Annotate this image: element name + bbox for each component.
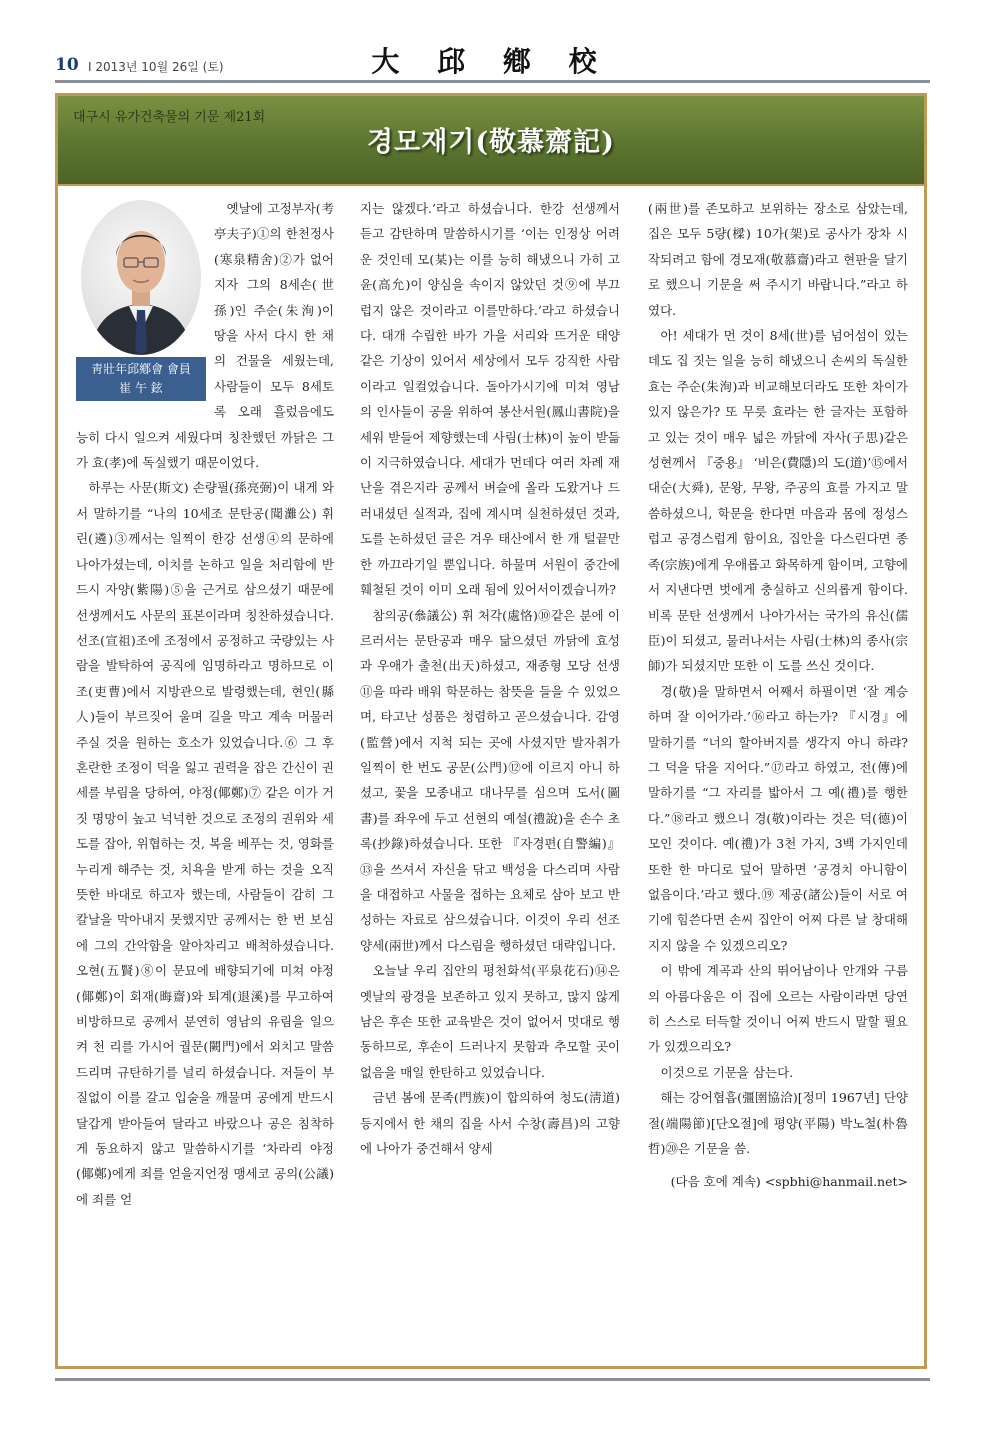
paragraph: 경(敬)을 말하면서 어째서 하필이면 ‘잘 계승하며 잘 이어가라.’⑯라고 하는가? 『시경』에 말하기를 “너의 할아버지를 생각지 아니 하랴? 그 덕을 닦을 지어다.”⑰라고 하였고, 전(傳)에 말하기를 “그 자리를 밟아서 그 예(禮)를 행한다.”⑱라고 했으니 경(敬)이라는 것은 덕(德)이 모인 것이다. 예(禮)가 3천 가지, 3백 가지인데 또한 한 마디로 덮어 말하면 ‘공경치 아니함이 없음이다.’라고 했다.⑲ 제공(諸公)들이 서로 여기에 힘쓴다면 손씨 집안이 어찌 다른 날 창대해지지 않을 수 있겠으리오? <box>648 683 908 953</box>
paragraph: 옛날에 고정부자(考亭夫子)①의 한천정사(寒泉精舍)②가 없어지자 그의 8세손(世孫)인 주순(朱洵)이 땅을 사서 다시 한 채의 건물을 세웠는데, 사람들이 모두 8세토록 오래 흘렀음에도 능히 다시 일으켜 세웠다며 칭찬했던 까닭은 그가 효(孝)에 독실했기 때문이었다. <box>76 201 334 471</box>
column-3 <box>648 196 908 1195</box>
column-1 <box>76 196 334 1212</box>
article-frame <box>55 93 927 1369</box>
author-portrait-icon <box>81 200 201 355</box>
paragraph: 이것으로 기문을 삼는다. <box>660 1064 794 1080</box>
paragraph: (兩世)를 존모하고 보위하는 장소로 삼았는데, 집은 모두 5량(樑) 10가(架)로 공사가 장차 시작되려고 함에 경모재(敬慕齋)라고 현판을 달기로 했으니 기문을 써 주시기 바랍니다.”라고 하였다. <box>648 201 908 318</box>
publication-title: 大 邱 鄕 校 <box>371 45 611 78</box>
paragraph: 아! 세대가 먼 것이 8세(世)를 넘어섬이 있는데도 집 짓는 일을 능히 해냈으니 손씨의 독실한 효는 주순(朱洵)과 비교해보더라도 또한 차이가 있지 않은가? 또 무릇 효라는 한 글자는 포함하고 있는 것이 매우 넓은 까닭에 자사(子思)같은 성현께서 『중용』 ‘비은(費隱)의 도(道)’⑮에서 대순(大舜), 문왕, 무왕, 주공의 효를 가지고 말씀하셨으니, 학문을 한다면 마음과 몸에 정성스럽고 공경스럽게 함이요, 집안을 다스린다면 종족(宗族)에게 우애롭고 화목하게 함이며, 고향에서 지낸다면 벗에게 충실하고 신의롭게 함이다. 비록 문탄 선생께서 나아가서는 국가의 유신(儒臣)이 되셨고, 물러나서는 사림(士林)의 종사(宗師)가 되셨지만 또한 이 도를 쓰신 것이다. <box>648 328 908 674</box>
header-rule <box>55 80 930 83</box>
author-photo-box <box>76 196 206 401</box>
paragraph: 오늘날 우리 집안의 평천화석(平泉花石)⑭은 옛날의 광경을 보존하고 있지 못하고, 많지 않게 남은 후손 또한 교육받은 것이 없어서 멋대로 행동하므로, 후손이 드러나지 못함과 추모할 곳이 없음을 매일 한탄하고 있었습니다. <box>360 963 620 1080</box>
article-banner <box>58 96 924 186</box>
author-affiliation: 靑壯年邱鄕會 會員 <box>91 362 191 376</box>
issue-date: I 2013년 10월 26일 (토) <box>88 60 224 74</box>
continued-note: (다음 호에 계속) <spbhi@hanmail.net> <box>670 1174 908 1190</box>
author-name: 崔 午 鉉 <box>119 381 163 395</box>
paragraph: 해는 강어협흡(彊圉協洽)[정미 1967년] 단양절(端陽節)[단오절]에 평양(平陽) 박노철(朴魯哲)⑳은 기문을 씀. <box>648 1090 908 1157</box>
series-label: 대구시 유가건축물의 기문 제21회 <box>73 110 266 125</box>
paragraph: 금년 봄에 문족(門族)이 합의하여 청도(淸道) 등지에서 한 채의 집을 사서 수창(壽昌)의 고향에 나아가 중건해서 양세 <box>360 1090 620 1157</box>
paragraph: 참의공(叅議公) 휘 처각(處恪)⑩같은 분에 이르러서는 문탄공과 매우 닮으셨던 까닭에 효성과 우애가 출천(出天)하셨고, 재종형 모당 선생⑪을 따라 배워 학문하는 참뜻을 들을 수 있었으며, 타고난 성품은 청렴하고 곧으셨습니다. 감영(監營)에서 지척 되는 곳에 사셨지만 발자취가 일찍이 한 번도 공문(公門)⑫에 이르지 아니 하셨고, 꽃을 모종내고 대나무를 심으며 도서(圖書)를 좌우에 두고 선현의 예설(禮說)을 손수 초록(抄錄)하셨습니다. 또한 『자경편(自警編)』⑬을 쓰셔서 자신을 닦고 백성을 다스리며 사람을 대접하고 사물을 접하는 요체로 삼아 보고 반성하는 자료로 삼으셨습니다. 이것이 우리 선조 양세(兩世)께서 다스림을 행하셨던 대략입니다. <box>360 607 620 953</box>
footer-rule <box>55 1378 930 1381</box>
article-title: 경모재기(敬慕齋記) <box>367 127 615 158</box>
author-photo <box>81 200 201 355</box>
page-number: 10 <box>55 55 79 75</box>
author-caption <box>76 357 206 401</box>
column-2 <box>360 196 620 1161</box>
paragraph: 이 밖에 계곡과 산의 뛰어남이나 안개와 구름의 아름다움은 이 집에 오르는 사람이라면 당연히 스스로 터득할 것이니 어찌 반드시 말할 필요가 있겠으리오? <box>648 963 908 1055</box>
paragraph: 하루는 사문(斯文) 손량필(孫亮弼)이 내게 와서 말하기를 “나의 10세조 문탄공(聞灘公) 휘 린(遴)③께서는 일찍이 한강 선생④의 문하에 나아가셨는데, 이치를 논하고 일을 처리함에 반드시 자양(紫陽)⑤을 근거로 삼으셨기 때문에 선생께서도 사문의 표본이라며 칭찬하셨습니다. 선조(宣祖)조에 조정에서 공정하고 국량있는 사람을 발탁하여 공직에 임명하라고 명하므로 이조(吏曹)에서 지방관으로 발령했는데, 현인(縣人)들이 부르짖어 울며 길을 막고 계속 머물러 주실 것을 원하는 호소가 있었습니다.⑥ 그 후 혼란한 조정이 덕을 잃고 권력을 잡은 간신이 권세를 부림을 당하여, 야정(倻鄭)⑦ 같은 이가 거짓 명망이 높고 넉넉한 것으로 조정의 권위와 세도를 잡아, 위협하는 것, 복을 베푸는 것, 영화를 누리게 해주는 것, 치욕을 받게 하는 것을 오직 뜻한 바대로 하고자 했는데, 사람들이 감히 그 칼날을 막아내지 못했지만 공께서는 한 번 보심에 그의 간악함을 알아차리고 배척하셨습니다. 오현(五賢)⑧이 문묘에 배향되기에 미쳐 야정(倻鄭)이 회재(晦齋)와 퇴계(退溪)를 무고하여 비방하므로 공께서 분연히 영남의 유림을 일으켜 천 리를 가시어 궐문(闕門)에서 외치고 말씀드리며 규탄하기를 널리 하셨습니다. 저들이 부질없이 이를 갈고 입술을 깨물며 공에게 반드시 달갑게 받아들여 달라고 바랐으나 공은 침착하게 동요하지 않고 말씀하시기를 ‘차라리 야정(倻鄭)에게 죄를 얻을지언정 맹세코 공의(公議)에 죄를 얻 <box>76 480 334 1207</box>
paragraph: 지는 않겠다.’라고 하셨습니다. 한강 선생께서 듣고 감탄하며 말씀하시기를 ‘이는 인정상 어려운 것인데 모(某)는 이를 능히 해냈으니 가히 고윤(高允)이 양심을 속이지 않았던 것⑨에 부끄럽지 않은 것이라고 이를만하다.’라고 하셨습니다. 대개 수립한 바가 가을 서리와 뜨거운 태양 같은 기상이 있어서 세상에서 모두 강직한 사람이라고 일컬었습니다. 돌아가시기에 미쳐 영남의 인사들이 공을 위하여 봉산서원(鳳山書院)을 세워 받들어 제향했는데 사림(士林)이 높이 받듦이 지극하였습니다. 세대가 먼데다 여러 차례 재난을 겪은지라 공께서 벼슬에 올라 도왔거나 드러내셨던 실적과, 집에 계시며 실천하셨던 것과, 도를 논하셨던 글은 겨우 태산에서 한 개 털끝만한 까끄라기일 뿐입니다. 하물며 서원이 중간에 훼철된 것이 이미 오래 됨에 있어서이겠습니까? <box>360 201 620 598</box>
